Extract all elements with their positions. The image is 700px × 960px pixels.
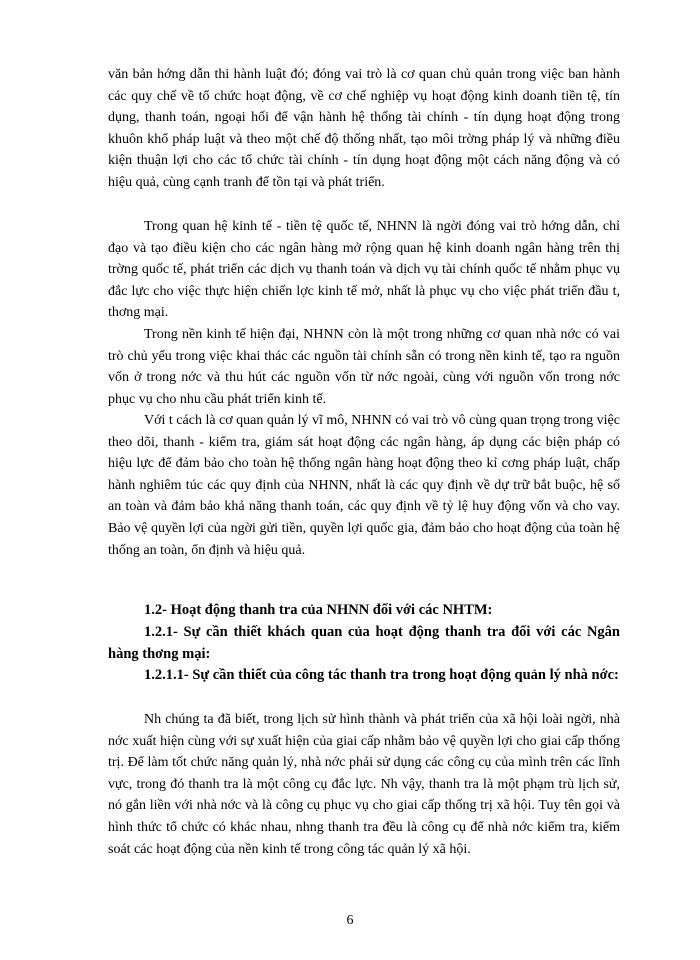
paragraph-1: văn bản hớng dẫn thi hành luật đó; đóng vai trò là cơ quan chủ quản trong việc ban hành các quy chế về tổ chức hoạt động, về cơ chế nghiệp vụ hoạt động kinh doanh tiền tệ, tín dụng, thanh toán, ngoại hối để vận hành hệ thống tài chính - tín dụng hoạt động trong khuôn khổ pháp luật và theo một chế độ thống nhất, tạo môi trờng pháp lý và những điều kiện thuận lợi cho các tổ chức tài chính - tín dụng hoạt động một cách năng động và có hiệu quả, cùng cạnh tranh để tồn tại và phát triển. xyxy=(108,67,620,190)
heading-1-2-1: 1.2.1- Sự cần thiết khách quan của hoạt động thanh tra đối với các Ngân hàng thơng mại: xyxy=(108,624,620,662)
heading-1-2-1-1: 1.2.1.1- Sự cần thiết của công tác thanh tra trong hoạt động quản lý nhà nớc: xyxy=(144,667,619,683)
page-number: 6 xyxy=(346,913,354,928)
heading-1-2: 1.2- Hoạt động thanh tra của NHNN đối với các NHTM: xyxy=(144,602,493,618)
paragraph-3: Trong nền kinh tế hiện đại, NHNN còn là một trong những cơ quan nhà nớc có vai trò chủ yếu trong việc khai thác các nguồn tài chính sẵn có trong nền kinh tế, tạo ra nguồn vốn ở trong nớc và thu hút các nguồn vốn từ nớc ngoài, cùng với nguồn vốn trong nớc phục vụ cho nhu cầu phát triển kinh tế. xyxy=(108,327,620,407)
paragraph-2: Trong quan hệ kinh tế - tiền tệ quốc tế, NHNN là ngời đóng vai trò hớng dẫn, chỉ đạo và tạo điều kiện cho các ngân hàng mở rộng quan hệ kinh doanh ngân hàng trên thị trờng quốc tế, phát triển các dịch vụ thanh toán và dịch vụ tài chính quốc tế nhằm phục vụ đắc lực cho việc thực hiện chiến lợc kinh tế mở, nhất là phục vụ cho việc phát triển đầu t, thơng mại. xyxy=(108,219,620,321)
paragraph-5: Nh chúng ta đã biết, trong lịch sử hình thành và phát triển của xã hội loài ngời, nhà nớc xuất hiện cùng với sự xuất hiện của giai cấp nhằm bảo vệ quyền lợi cho giai cấp thống trị. Để làm tốt chức năng quản lý, nhà nớc phải sử dụng các công cụ của mình trên các lĩnh vực, trong đó thanh tra là một công cụ đắc lực. Nh vậy, thanh tra là một phạm trù lịch sử, nó gắn liền với nhà nớc và là công cụ phục vụ cho giai cấp thống trị xã hội. Tuy tên gọi và hình thức tổ chức có khác nhau, nhng thanh tra đều là công cụ để nhà nớc kiểm tra, kiểm soát các hoạt động của nền kinh tế trong công tác quản lý xã hội. xyxy=(108,712,620,857)
paragraph-4: Với t cách là cơ quan quản lý vĩ mô, NHNN có vai trò vô cùng quan trọng trong việc theo dõi, thanh - kiểm tra, giám sát hoạt động các ngân hàng, áp dụng các biện pháp có hiệu lực để đảm bảo cho toàn hệ thống ngân hàng hoạt động theo kỉ cơng pháp luật, chấp hành nghiêm túc các quy định của NHNN, nhất là các quy định về dự trữ bắt buộc, hệ số an toàn và đảm bảo khả năng thanh toán, các quy định về tỷ lệ huy động vốn và cho vay. Bảo vệ quyền lợi của ngời gửi tiền, quyền lợi quốc gia, đảm bảo cho hoạt động của toàn hệ thống an toàn, ổn định và hiệu quả. xyxy=(108,413,620,558)
